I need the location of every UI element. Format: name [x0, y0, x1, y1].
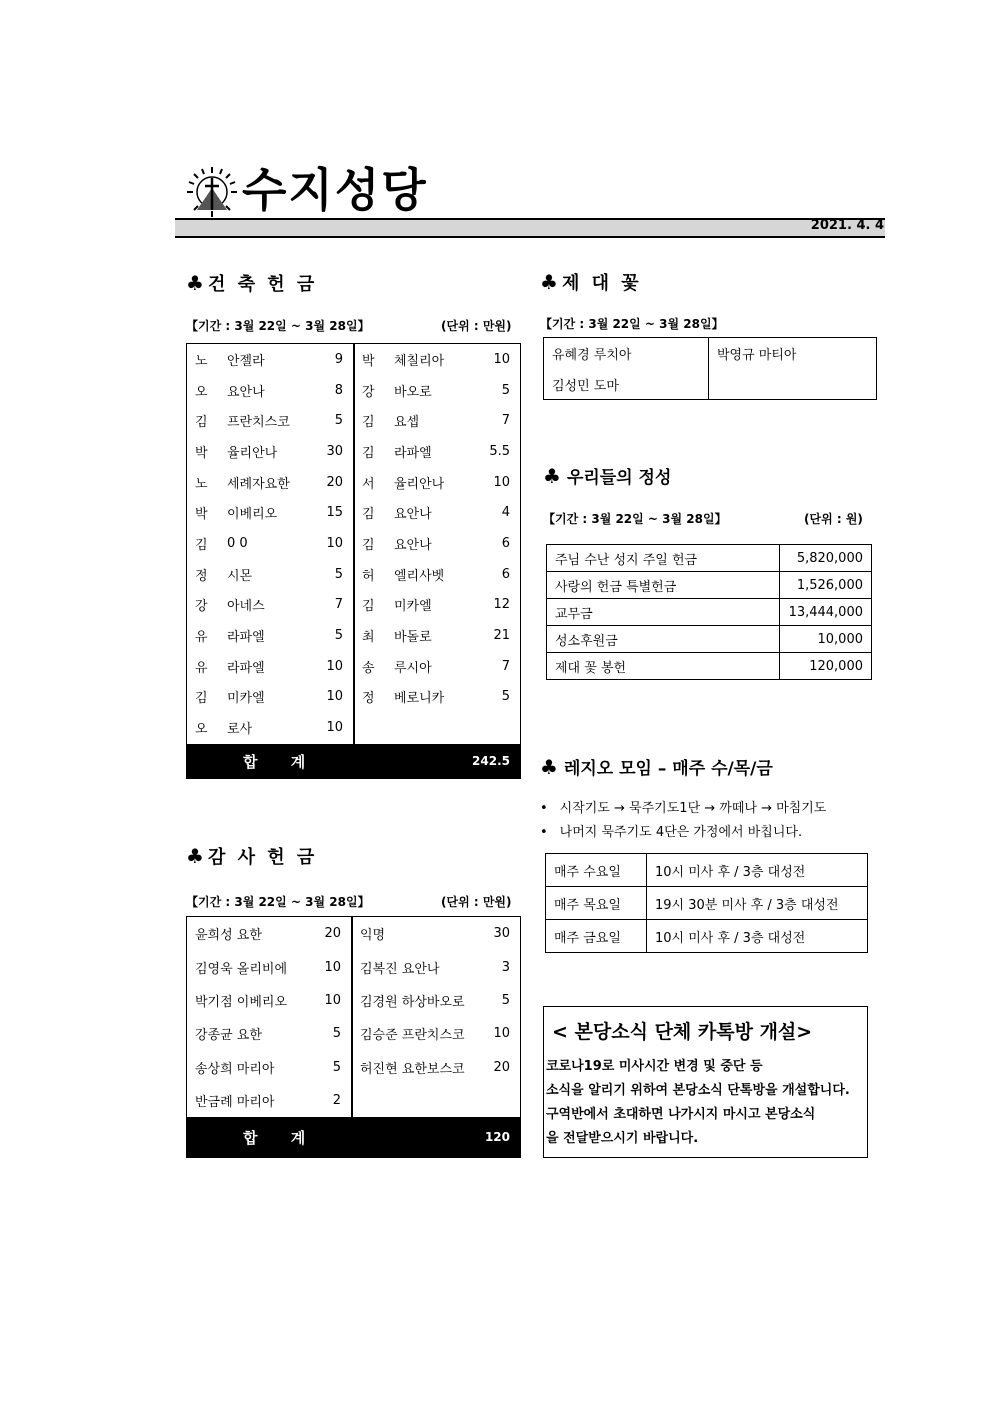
list-item	[187, 559, 353, 590]
list-item	[354, 375, 520, 406]
meeting-day: 매주 수요일	[546, 854, 647, 887]
page-title: 수지성당	[242, 163, 428, 217]
list-item	[187, 436, 353, 467]
donor-name: 윤희성 요한	[195, 928, 262, 944]
thanks-fund-unit: (단위 : 만원)	[441, 895, 512, 909]
donor-name: 라파엘	[227, 660, 265, 676]
donor-surname: 김	[362, 445, 375, 461]
donor-name: 김경원 하상바오로	[360, 994, 465, 1010]
thanks-fund-right-column	[352, 917, 520, 1084]
list-item	[187, 528, 353, 559]
building-fund-table	[186, 343, 521, 779]
donor-surname: 유	[195, 660, 208, 676]
list-item	[354, 528, 520, 559]
legio-bullet-text: 나머지 묵주기도 4단은 가정에서 바칩니다.	[559, 825, 803, 840]
donation-amount: 5.5	[489, 443, 510, 459]
building-fund-unit: (단위 : 만원)	[441, 319, 512, 333]
building-fund-left-column	[187, 344, 353, 743]
donation-amount: 7	[501, 658, 510, 674]
flower-name: 김성민 도마	[552, 379, 619, 394]
list-item	[187, 1084, 351, 1117]
donation-amount: 30	[326, 443, 343, 459]
donor-name: 루시아	[394, 660, 432, 676]
table-row	[546, 887, 868, 920]
list-item	[354, 620, 520, 651]
donation-amount: 3	[501, 959, 510, 975]
donor-surname: 정	[362, 691, 375, 707]
donor-name: 김승준 프란치스코	[360, 1028, 465, 1044]
list-item	[187, 984, 351, 1017]
donor-surname: 서	[362, 476, 375, 492]
donor-name: 안젤라	[227, 353, 265, 369]
notice-line: 구역반에서 초대하면 나가시지 마시고 본당소식	[546, 1107, 816, 1122]
donor-name: 율리안나	[394, 476, 445, 492]
table-row	[547, 572, 872, 599]
donor-name: 라파엘	[394, 445, 432, 461]
donor-name: 라파엘	[227, 630, 265, 646]
list-item	[187, 682, 353, 713]
donation-amount: 10	[493, 1026, 510, 1042]
list-item	[187, 497, 353, 528]
meeting-time: 10시 미사 후 / 3층 대성전	[647, 854, 868, 887]
meeting-time: 10시 미사 후 / 3층 대성전	[647, 920, 868, 953]
offerings-heading-text: 우리들의 정성	[566, 468, 672, 488]
donor-name: 요셉	[394, 415, 420, 431]
table-row	[547, 545, 872, 572]
club-icon: ♣	[186, 844, 204, 868]
offering-value: 1,526,000	[780, 572, 872, 599]
donor-surname: 오	[195, 722, 208, 738]
list-item	[354, 436, 520, 467]
list-item	[354, 467, 520, 498]
donor-name: 로사	[227, 722, 253, 738]
list-item	[187, 1017, 351, 1050]
list-item	[354, 344, 520, 375]
donor-surname: 김	[195, 415, 208, 431]
table-row	[546, 854, 868, 887]
offering-value: 13,444,000	[780, 599, 872, 626]
total-value: 120	[484, 1130, 510, 1144]
list-item	[187, 917, 351, 950]
donor-name: 아네스	[227, 599, 265, 615]
offering-value: 120,000	[780, 653, 872, 680]
donor-name: 박기점 이베리오	[195, 994, 288, 1010]
donation-amount: 9	[334, 351, 343, 367]
legio-bullet	[540, 797, 826, 816]
list-item	[187, 712, 353, 743]
table-row	[547, 653, 872, 680]
donor-name: 미카엘	[394, 599, 432, 615]
offering-value: 10,000	[780, 626, 872, 653]
donation-amount: 6	[501, 566, 510, 582]
thanks-fund-period: 【기간 : 3월 22일 ~ 3월 28일】	[186, 895, 370, 909]
notice-line: 코로나19로 미사시간 변경 및 중단 등	[546, 1059, 763, 1074]
altar-flower-heading-text: 제 대 꽃	[561, 273, 642, 294]
legio-heading	[540, 754, 773, 779]
altar-flower-heading	[540, 269, 642, 295]
offering-value: 5,820,000	[780, 545, 872, 572]
donation-amount: 5	[332, 1026, 341, 1042]
building-fund-right-column	[354, 344, 520, 712]
flower-name: 박영규 마티아	[717, 348, 797, 363]
donation-amount: 20	[324, 926, 341, 942]
thanks-fund-total-row	[187, 1117, 520, 1157]
table-row	[546, 920, 868, 953]
donor-surname: 김	[362, 415, 375, 431]
donation-amount: 21	[493, 628, 510, 644]
thanks-fund-left-column	[187, 917, 351, 1117]
donation-amount: 10	[493, 351, 510, 367]
donation-amount: 20	[493, 1059, 510, 1075]
donation-amount: 30	[493, 926, 510, 942]
donor-surname: 김	[362, 599, 375, 615]
notice-title: < 본당소식 단체 카톡방 개설>	[552, 1021, 813, 1043]
donor-name: 익명	[360, 928, 386, 944]
donation-amount: 5	[501, 992, 510, 1008]
donor-name: 0 0	[227, 535, 248, 551]
donor-name: 요안나	[394, 507, 432, 523]
meeting-day: 매주 목요일	[546, 887, 647, 920]
donor-name: 김복진 요안나	[360, 961, 440, 977]
offering-label: 주님 수난 성지 주일 헌금	[547, 545, 780, 572]
donation-amount: 10	[326, 535, 343, 551]
donation-amount: 7	[334, 597, 343, 613]
club-icon: ♣	[543, 464, 561, 488]
list-item	[187, 590, 353, 621]
donor-name: 허진현 요한보스코	[360, 1061, 465, 1077]
offering-label: 성소후원금	[547, 626, 780, 653]
donor-name: 프란치스코	[227, 415, 290, 431]
donor-name: 체칠리아	[394, 353, 445, 369]
donation-amount: 20	[326, 474, 343, 490]
club-icon: ♣	[540, 755, 558, 779]
thanks-fund-heading-text: 감 사 헌 금	[207, 847, 318, 868]
donation-amount: 15	[326, 505, 343, 521]
donor-name: 이베리오	[227, 507, 278, 523]
altar-flower-table	[543, 337, 877, 400]
donor-name: 엘리사벳	[394, 568, 445, 584]
legio-heading-text: 레지오 모임 – 매주 수/목/금	[563, 759, 773, 779]
club-icon: ♣	[186, 271, 204, 295]
offerings-heading	[543, 463, 671, 488]
offering-label: 교무금	[547, 599, 780, 626]
donation-amount: 5	[332, 1059, 341, 1075]
donor-name: 요안나	[394, 537, 432, 553]
list-item	[187, 651, 353, 682]
donation-amount: 5	[334, 566, 343, 582]
donor-surname: 박	[195, 445, 208, 461]
list-item	[187, 375, 353, 406]
building-fund-heading-text: 건 축 헌 금	[207, 274, 318, 295]
flower-cell-right	[709, 338, 877, 400]
flower-name: 유혜경 루치아	[552, 348, 632, 363]
donation-amount: 10	[324, 959, 341, 975]
list-item	[187, 344, 353, 375]
list-item	[354, 559, 520, 590]
list-item	[354, 405, 520, 436]
donor-name: 반금례 마리아	[195, 1095, 275, 1111]
list-item	[352, 1017, 520, 1050]
list-item	[354, 497, 520, 528]
donation-amount: 10	[493, 474, 510, 490]
thanks-fund-heading	[186, 843, 317, 869]
list-item	[187, 1051, 351, 1084]
offering-label: 제대 꽃 봉헌	[547, 653, 780, 680]
donor-surname: 박	[362, 353, 375, 369]
donation-amount: 5	[501, 382, 510, 398]
meeting-time: 19시 30분 미사 후 / 3층 대성전	[647, 887, 868, 920]
thanks-fund-table	[186, 916, 521, 1158]
donor-name: 미카엘	[227, 691, 265, 707]
total-value: 242.5	[472, 754, 510, 768]
building-fund-heading	[186, 270, 317, 296]
bullet-dot-icon: •	[540, 801, 548, 816]
offering-label: 사랑의 헌금 특별헌금	[547, 572, 780, 599]
list-item	[354, 682, 520, 713]
donor-surname: 허	[362, 568, 375, 584]
notice-box	[543, 1006, 868, 1158]
donor-name: 바오로	[394, 384, 432, 400]
header-bar	[175, 218, 885, 238]
donor-surname: 김	[362, 537, 375, 553]
donor-name: 요안나	[227, 384, 265, 400]
donor-surname: 강	[362, 384, 375, 400]
donation-amount: 6	[501, 535, 510, 551]
donor-surname: 김	[362, 507, 375, 523]
bulletin-date: 2021. 4. 4	[810, 218, 884, 233]
donor-surname: 송	[362, 660, 375, 676]
donor-surname: 노	[195, 353, 208, 369]
offerings-unit: (단위 : 원)	[804, 512, 863, 526]
list-item	[352, 1051, 520, 1084]
donor-name: 율리안나	[227, 445, 278, 461]
list-item	[187, 950, 351, 983]
donation-amount: 10	[324, 992, 341, 1008]
total-label: 합 계	[243, 753, 320, 771]
list-item	[352, 984, 520, 1017]
church-logo-icon	[186, 166, 238, 218]
donor-surname: 김	[195, 691, 208, 707]
altar-flower-period: 【기간 : 3월 22일 ~ 3월 28일】	[540, 317, 724, 331]
donor-name: 베로니카	[394, 691, 445, 707]
donation-amount: 5	[501, 689, 510, 705]
donation-amount: 5	[334, 628, 343, 644]
donor-surname: 유	[195, 630, 208, 646]
notice-line: 을 전달받으시기 바랍니다.	[546, 1131, 699, 1146]
list-item	[352, 950, 520, 983]
list-item	[352, 917, 520, 950]
bullet-dot-icon: •	[540, 825, 548, 840]
donor-surname: 강	[195, 599, 208, 615]
list-item	[187, 405, 353, 436]
list-item	[354, 590, 520, 621]
table-row	[547, 599, 872, 626]
donor-name: 김영욱 올리비에	[195, 961, 288, 977]
donation-amount: 10	[326, 720, 343, 736]
legio-schedule-table	[545, 853, 868, 953]
donation-amount: 5	[334, 413, 343, 429]
club-icon: ♣	[540, 270, 558, 294]
table-row	[547, 626, 872, 653]
legio-bullet	[540, 821, 802, 840]
meeting-day: 매주 금요일	[546, 920, 647, 953]
legio-bullet-text: 시작기도 → 묵주기도1단 → 까떼나 → 마침기도	[559, 801, 827, 816]
donor-name: 송상희 마리아	[195, 1061, 275, 1077]
donation-amount: 10	[326, 658, 343, 674]
donation-amount: 8	[334, 382, 343, 398]
donor-surname: 박	[195, 507, 208, 523]
list-item	[354, 651, 520, 682]
donor-surname: 오	[195, 384, 208, 400]
donation-amount: 12	[493, 597, 510, 613]
donor-surname: 정	[195, 568, 208, 584]
donor-surname: 김	[195, 537, 208, 553]
donor-name: 세례자요한	[227, 476, 290, 492]
list-item	[187, 467, 353, 498]
offerings-table	[546, 544, 872, 680]
donation-amount: 2	[332, 1093, 341, 1109]
offerings-period: 【기간 : 3월 22일 ~ 3월 28일】	[543, 512, 727, 526]
donor-name: 시몬	[227, 568, 253, 584]
donor-surname: 최	[362, 630, 375, 646]
total-label: 합 계	[243, 1129, 320, 1147]
donor-name: 강종균 요한	[195, 1028, 262, 1044]
flower-cell-left	[544, 338, 709, 400]
building-fund-period: 【기간 : 3월 22일 ~ 3월 28일】	[186, 319, 370, 333]
list-item	[187, 620, 353, 651]
donation-amount: 4	[501, 505, 510, 521]
donation-amount: 10	[326, 689, 343, 705]
notice-line: 소식을 알리기 위하여 본당소식 단톡방을 개설합니다.	[546, 1083, 850, 1098]
donor-surname: 노	[195, 476, 208, 492]
donor-name: 바돌로	[394, 630, 432, 646]
donation-amount: 7	[501, 413, 510, 429]
building-fund-total-row	[187, 744, 520, 778]
